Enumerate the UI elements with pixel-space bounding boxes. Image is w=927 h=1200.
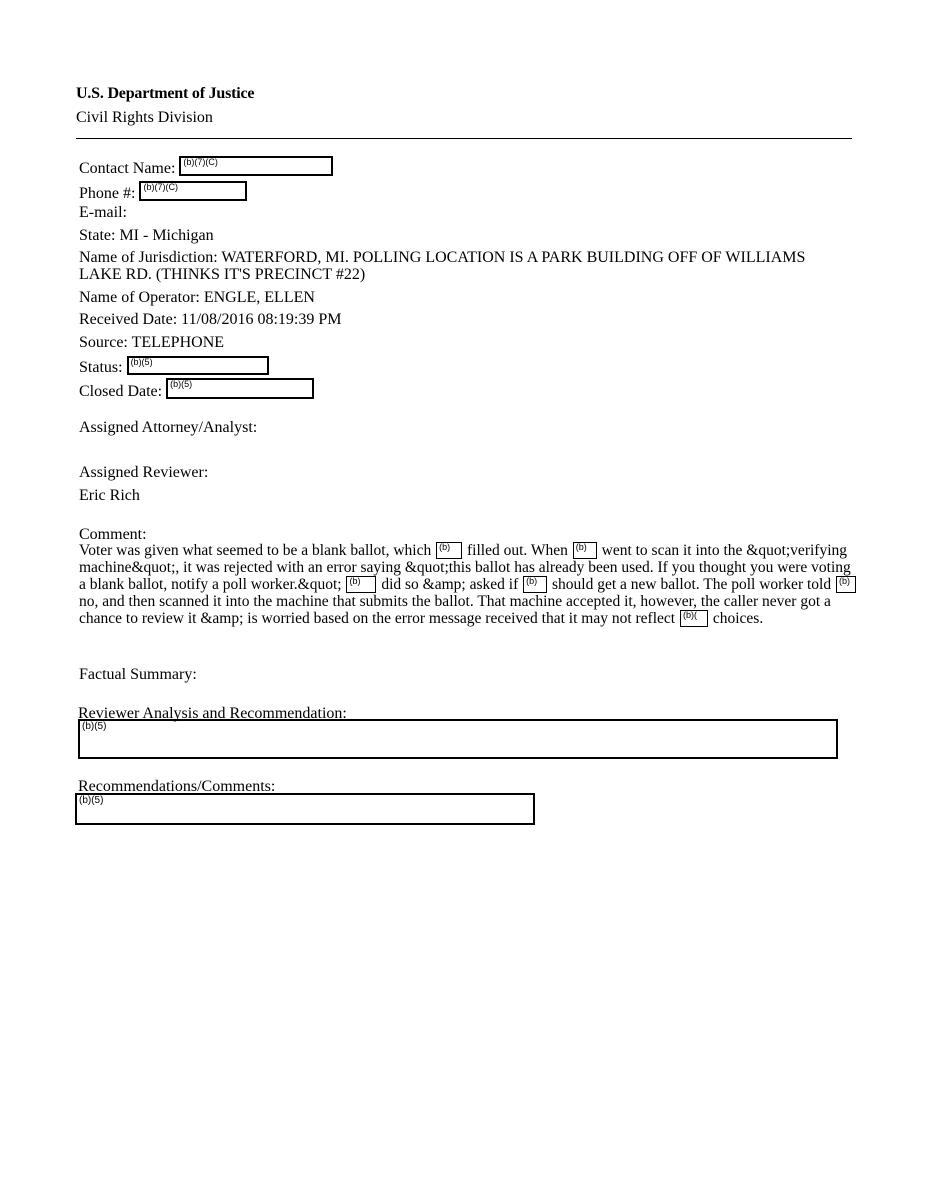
- contact-name-label: Contact Name:: [79, 160, 176, 177]
- assigned-reviewer-name: Eric Rich: [79, 487, 140, 504]
- comment-body: [79, 542, 859, 628]
- phone-redaction: [139, 181, 247, 201]
- assigned-reviewer-label: Assigned Reviewer:: [79, 464, 209, 481]
- redaction-code: (b)(5): [170, 379, 193, 389]
- received-date-line: Received Date: 11/08/2016 08:19:39 PM: [79, 311, 342, 328]
- comment-text: went to scan it into the &quot;verifying machine&quot;, it was rejected with an error saying &quot;this ballot has already been used. If you thought you were voting a blank ballot, notify a poll worker.&quot;: [79, 542, 851, 593]
- redaction-code: (b)(: [682, 610, 697, 620]
- closed-date-label: Closed Date:: [79, 383, 163, 400]
- inline-redaction: [573, 542, 597, 559]
- division-name: Civil Rights Division: [76, 109, 213, 126]
- redaction-code: (b)(7)(C): [183, 157, 218, 167]
- closed-date-redaction: [166, 378, 314, 399]
- inline-redaction: [346, 576, 376, 593]
- jurisdiction-line: Name of Jurisdiction: WATERFORD, MI. POLLING LOCATION IS A PARK BUILDING OFF OF WILLIAMS LAKE RD. (THINKS IT'S PRECINCT #22): [79, 249, 806, 283]
- status-redaction: [127, 356, 269, 375]
- closed-date-row: [79, 378, 314, 401]
- comment-text: did so &amp; asked if: [381, 576, 519, 593]
- reviewer-analysis-label: Reviewer Analysis and Recommendation:: [78, 705, 347, 722]
- status-label: Status:: [79, 359, 123, 376]
- recommendations-label: Recommendations/Comments:: [78, 778, 276, 795]
- comment-text: choices.: [712, 610, 764, 627]
- contact-name-redaction: [179, 156, 333, 176]
- comment-text: filled out. When: [467, 542, 568, 559]
- email-label: E-mail:: [79, 204, 127, 221]
- redaction-code: (b): [526, 576, 538, 586]
- redaction-code: (b)(5): [79, 795, 104, 806]
- comment-label: Comment:: [79, 526, 147, 543]
- comment-text: Voter was given what seemed to be a blank ballot, which: [79, 542, 432, 559]
- assigned-attorney-label: Assigned Attorney/Analyst:: [79, 419, 258, 436]
- recommendations-redaction: [75, 793, 535, 825]
- header-divider: [76, 138, 852, 139]
- comment-text: no, and then scanned it into the machine that submits the ballot. That machine accepted it, however, the caller never got a chance to review it &amp; is worried based on the error message received that it may not reflect: [79, 592, 831, 627]
- inline-redaction: [436, 542, 462, 559]
- state-line: State: MI - Michigan: [79, 227, 214, 244]
- agency-title: U.S. Department of Justice: [76, 85, 255, 102]
- redaction-code: (b): [838, 576, 850, 586]
- redaction-code: (b): [575, 542, 587, 552]
- reviewer-analysis-redaction: [78, 719, 838, 759]
- contact-name-row: [79, 156, 333, 178]
- redaction-code: (b)(5): [82, 721, 107, 732]
- phone-row: [79, 181, 247, 203]
- inline-redaction: [523, 576, 547, 593]
- inline-redaction: [680, 610, 708, 627]
- redaction-code: (b)(7)(C): [143, 182, 178, 192]
- factual-summary-label: Factual Summary:: [79, 666, 197, 683]
- redaction-code: (b): [439, 542, 451, 552]
- comment-text: should get a new ballot. The poll worker told: [552, 576, 832, 593]
- redaction-code: (b): [349, 576, 361, 586]
- inline-redaction: [836, 576, 856, 593]
- operator-line: Name of Operator: ENGLE, ELLEN: [79, 289, 315, 306]
- source-line: Source: TELEPHONE: [79, 334, 225, 351]
- phone-label: Phone #:: [79, 185, 136, 202]
- redaction-code: (b)(5): [130, 357, 153, 367]
- status-row: [79, 356, 269, 377]
